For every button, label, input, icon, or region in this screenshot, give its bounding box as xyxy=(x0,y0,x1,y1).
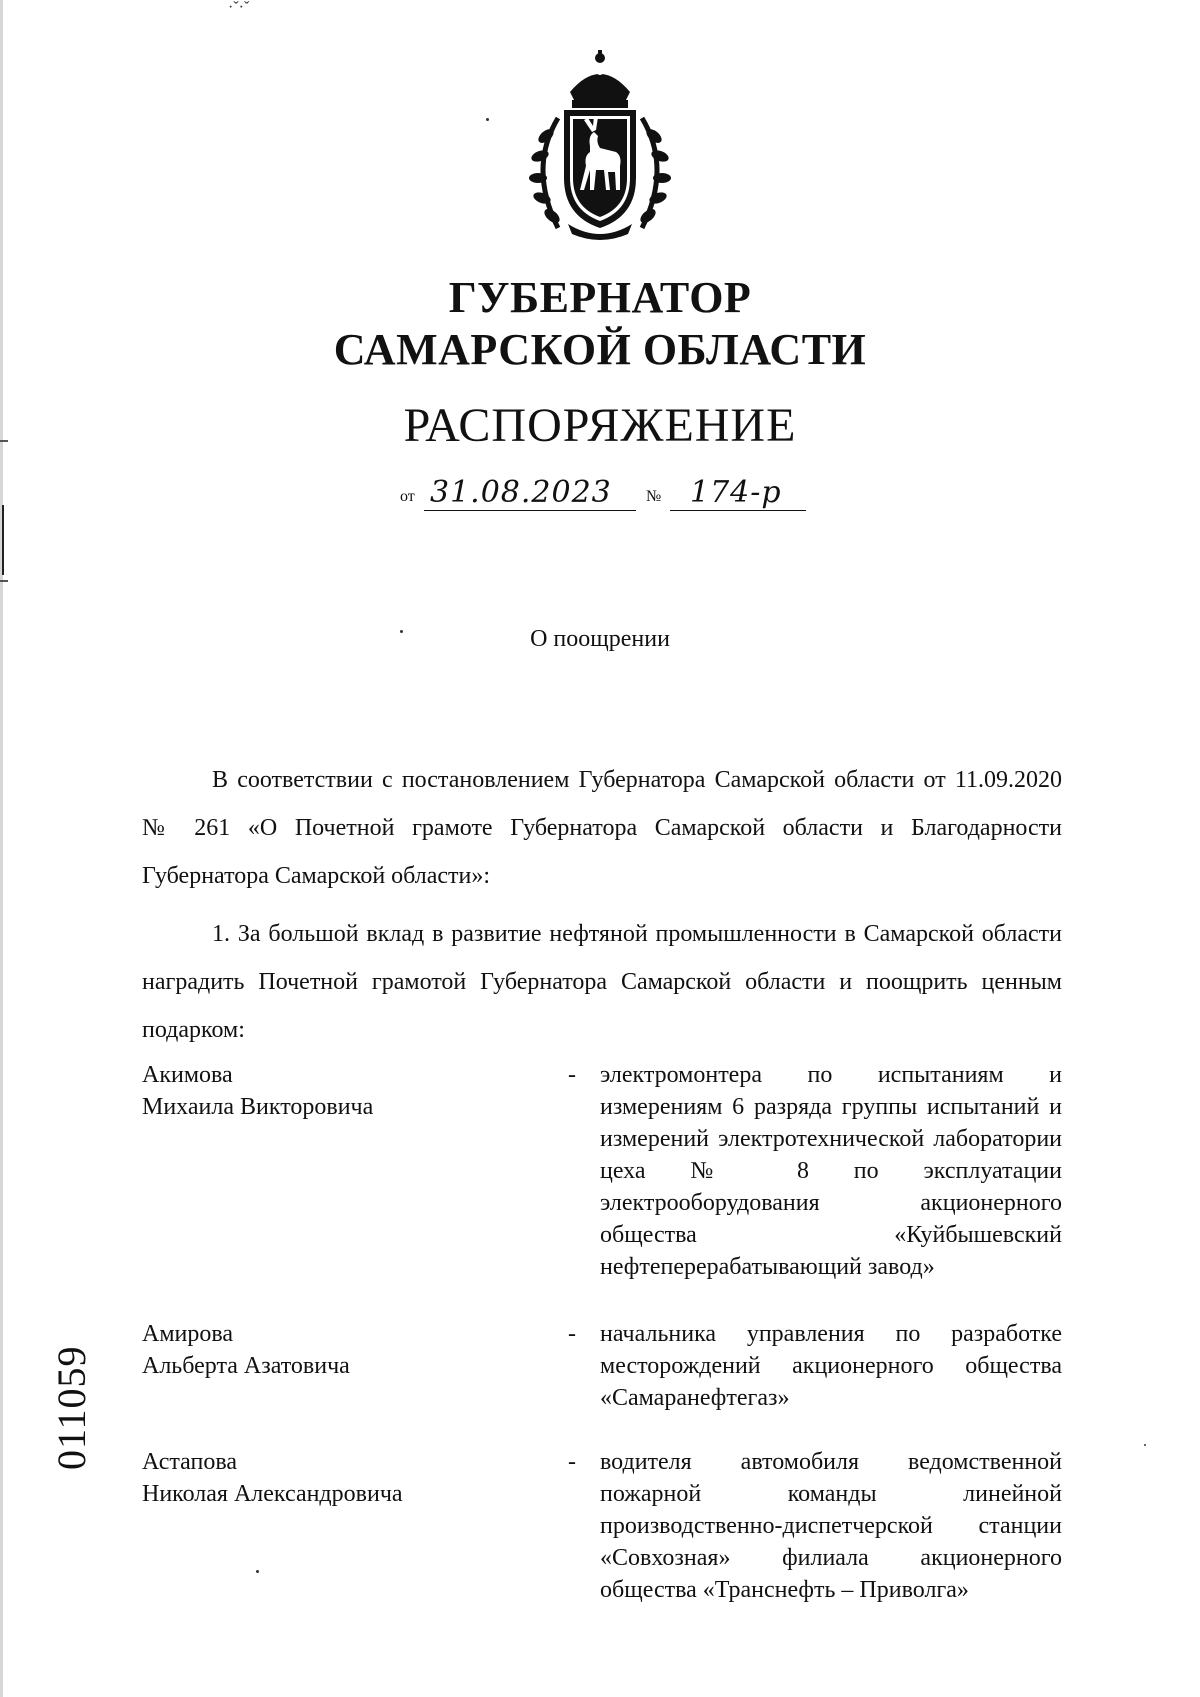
date-underline xyxy=(424,510,636,512)
awardee-dash: - xyxy=(568,1321,576,1347)
awardee-surname: Амирова xyxy=(142,1321,234,1347)
awardee-position: начальника управления по разработке месторождений акционерного общества «Самаранефтегаз» xyxy=(600,1321,1062,1411)
scan-noise: ·ˇ·ˇ xyxy=(228,0,250,16)
document-subject: О поощрении xyxy=(530,626,670,652)
number-label: № xyxy=(646,488,662,505)
clause-1-paragraph: 1. За большой вклад в развитие нефтяной промышленности в Самарской области наградить Почетной грамотой Губернатора Самарской области и поощрить ценным подарком: xyxy=(142,921,1062,1043)
issuer-title-line1: ГУБЕРНАТОР xyxy=(448,273,752,322)
awardee-given-name: Николая Александровича xyxy=(142,1481,403,1507)
awardee-name xyxy=(142,1446,562,1510)
scan-left-edge xyxy=(0,0,3,1697)
form-serial-number: 011059 xyxy=(49,1345,94,1470)
awardee-dash: - xyxy=(568,1449,576,1475)
scan-edge-mark xyxy=(0,580,8,582)
awardee-position: водителя автомобиля ведомственной пожарной команды линейной производственно-диспетчерской станции «Совхозная» филиала акционерного общества «Транснефть – Приволга» xyxy=(600,1449,1062,1603)
preamble-paragraph: В соответствии с постановлением Губернатора Самарской области от 11.09.2020 № 261 «О Почетной грамоте Губернатора Самарской области и Благодарности Губернатора Самарской области»: xyxy=(142,767,1062,889)
scan-speck xyxy=(256,1570,259,1573)
awardee-surname: Астапова xyxy=(142,1449,238,1475)
awardee-given-name: Альберта Азатовича xyxy=(142,1353,350,1379)
issuer-title-line2: САМАРСКОЙ ОБЛАСТИ xyxy=(333,325,867,374)
samara-oblast-coat-of-arms-icon xyxy=(518,48,682,244)
document-number: 174-р xyxy=(690,475,782,510)
awardee-name xyxy=(142,1318,562,1382)
scan-speck xyxy=(1144,1444,1146,1446)
scan-speck xyxy=(486,118,489,121)
dateline xyxy=(400,470,820,514)
awardee-given-name: Михаила Викторовича xyxy=(142,1094,374,1120)
document-date: 31.08.2023 xyxy=(430,475,612,510)
scan-edge-line xyxy=(2,505,4,575)
awardee-surname: Акимова xyxy=(142,1062,233,1088)
number-underline xyxy=(670,510,806,512)
document-type: РАСПОРЯЖЕНИЕ xyxy=(403,399,797,452)
awardee-position: электромонтера по испытаниям и измерениям 6 разряда группы испытаний и измерений электротехнической лаборатории цеха № 8 по эксплуатации электрооборудования акционерного общества «Куйбышевский нефтеперерабатывающий завод» xyxy=(600,1062,1062,1280)
awardee-name xyxy=(142,1059,562,1123)
awardee-dash: - xyxy=(568,1062,576,1088)
date-label: от xyxy=(400,488,415,505)
